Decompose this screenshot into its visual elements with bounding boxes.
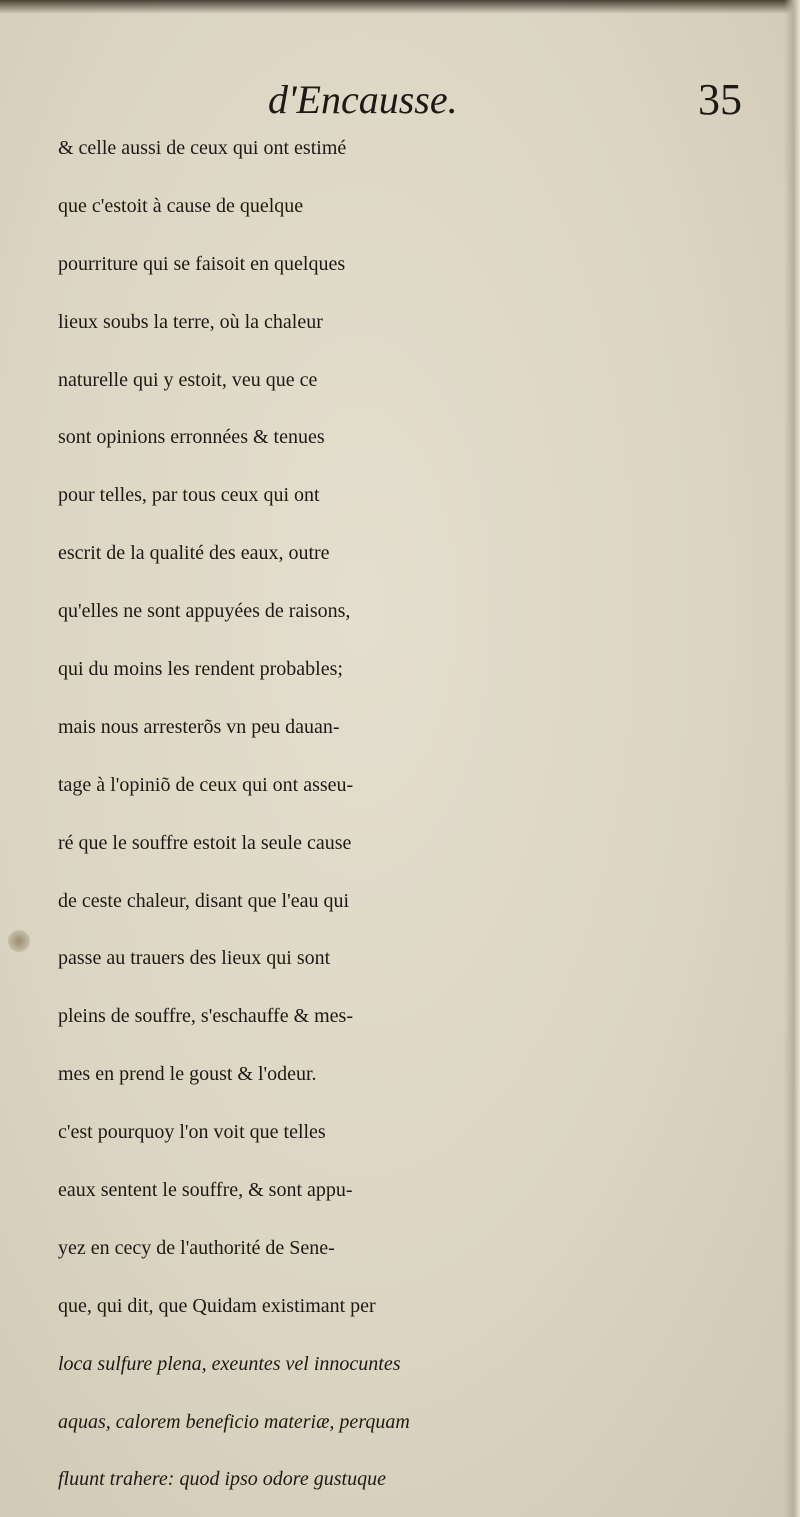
- paper-stain: [8, 930, 30, 952]
- page-number: 35: [698, 75, 742, 124]
- text-line: escrit de la qualité des eaux, outre: [58, 542, 330, 565]
- text-line: qui du moins les rendent probables;: [58, 658, 343, 681]
- text-line: mes en prend le goust & l'odeur.: [58, 1063, 317, 1086]
- text-line: mais nous arresterõs vn peu dauan-: [58, 715, 340, 738]
- text-line: tage à l'opiniõ de ceux qui ont asseu-: [58, 773, 354, 796]
- text-line: & celle aussi de ceux qui ont estimé: [58, 137, 347, 159]
- text-line: que, qui dit, que Quidam existimant per: [58, 1294, 376, 1317]
- text-line: eaux sentent le souffre, & sont appu-: [58, 1179, 353, 1202]
- latin-quote-line: fluunt trahere: quod ipso odore gustuque: [58, 1468, 386, 1491]
- text-line: ré que le souffre estoit la seule cause: [58, 831, 352, 854]
- text-line: yez en cecy de l'authorité de Sene-: [58, 1236, 335, 1259]
- text-line: pour telles, par tous ceux qui ont: [58, 484, 320, 507]
- latin-quote-line: loca sulfure plena, exeuntes vel innocuntes: [58, 1352, 401, 1375]
- text-line: pourriture qui se faisoit en quelques: [58, 252, 346, 275]
- page-top-shadow: [0, 0, 800, 14]
- text-line: lieux soubs la terre, où la chaleur: [58, 310, 323, 333]
- text-line: passe au trauers des lieux qui sont: [58, 947, 331, 970]
- text-line: pleins de souffre, s'eschauffe & mes-: [58, 1005, 353, 1028]
- text-line: naturelle qui y estoit, veu que ce: [58, 368, 318, 391]
- text-line: de ceste chaleur, disant que l'eau qui: [58, 889, 350, 912]
- latin-quote-line: aquas, calorem beneficio materiæ, perquam: [58, 1410, 410, 1433]
- body-text: [58, 120, 798, 1509]
- text-line: qu'elles ne sont appuyées de raisons,: [58, 600, 351, 623]
- text-line: c'est pourquoy l'on voit que telles: [58, 1121, 326, 1144]
- text-line: que c'estoit à cause de quelque: [58, 194, 304, 217]
- text-line: sont opinions erronnées & tenues: [58, 426, 325, 449]
- running-head: d'Encausse.: [268, 77, 458, 122]
